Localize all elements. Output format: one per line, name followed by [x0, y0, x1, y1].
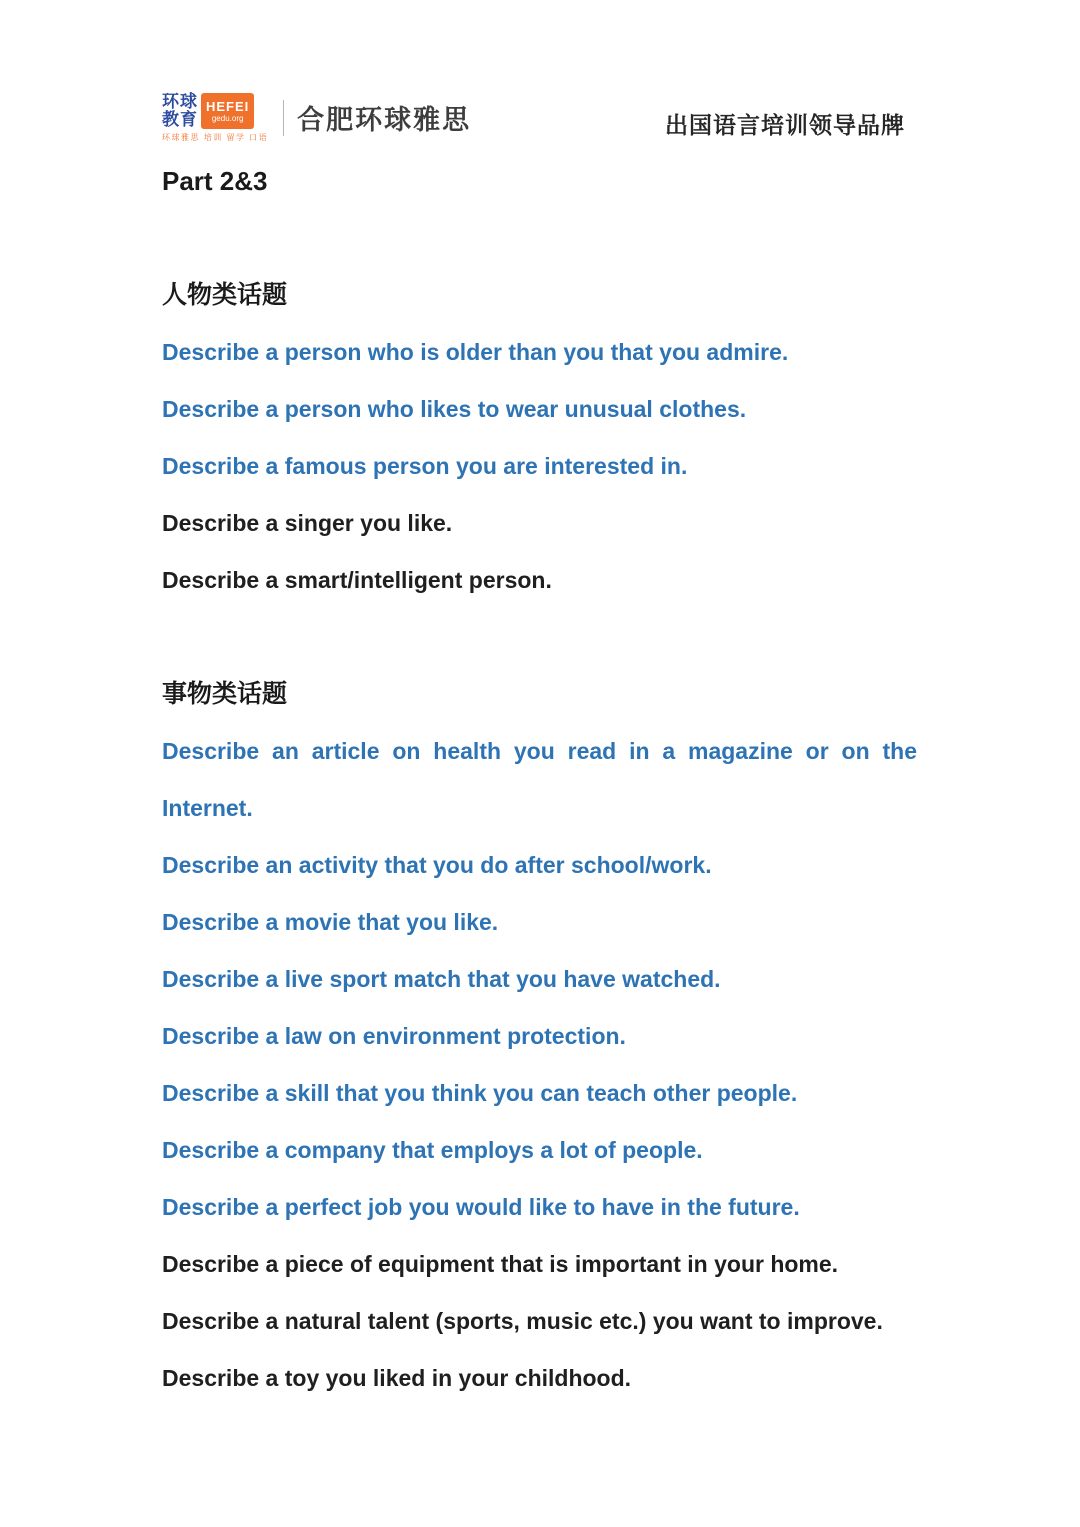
brand-slogan: 出国语言培训领导品牌 [665, 112, 905, 138]
topic-item: Describe a toy you liked in your childhood. [162, 1365, 632, 1391]
topic-item: Describe a law on environment protection. [162, 1023, 626, 1049]
logo-top [162, 93, 268, 129]
topic-item: Describe a live sport match that you have watched. [162, 966, 721, 992]
badge-domain-label: gedu.org [211, 114, 244, 124]
hefei-badge [201, 93, 254, 129]
topic-item: Describe a piece of equipment that is important in your home. [162, 1251, 839, 1277]
topic-item: Describe a singer you like. [162, 510, 453, 536]
page-header [162, 93, 905, 153]
topic-item: Describe a smart/intelligent person. [162, 567, 552, 593]
topic-item: Describe a skill that you think you can teach other people. [162, 1080, 798, 1106]
section-heading: 事物类话题 [162, 680, 288, 708]
topic-item: Describe an article on health you read in a magazine or on the Internet. [162, 738, 917, 821]
page-title: Part 2&3 [162, 166, 268, 196]
topics-container [162, 267, 917, 1407]
logo-mark [162, 93, 268, 143]
logo-brand-text [162, 93, 198, 129]
partner-school-name: 合肥环球雅思 [297, 105, 472, 136]
logo-tagline: 环球雅思 培训 留学 口语 [162, 132, 269, 142]
topic-item: Describe a person who likes to wear unusual clothes. [162, 396, 747, 422]
topic-item: Describe a natural talent (sports, music etc.) you want to improve. [162, 1308, 883, 1334]
topic-item: Describe a movie that you like. [162, 909, 499, 935]
logo-divider [283, 100, 284, 136]
logo-brand-top: 环球 [162, 92, 198, 111]
topic-item: Describe a company that employs a lot of people. [162, 1137, 703, 1163]
topic-item: Describe a famous person you are interested in. [162, 453, 688, 479]
section-heading: 人物类话题 [162, 281, 288, 309]
topic-item: Describe an activity that you do after school/work. [162, 852, 712, 878]
topic-item: Describe a perfect job you would like to have in the future. [162, 1194, 800, 1220]
topic-item: Describe a person who is older than you that you admire. [162, 339, 789, 365]
topics-content [162, 153, 917, 1407]
badge-city-label: HEFEI [206, 98, 250, 114]
logo-brand-bottom: 教育 [162, 109, 198, 129]
school-logo [162, 93, 471, 143]
